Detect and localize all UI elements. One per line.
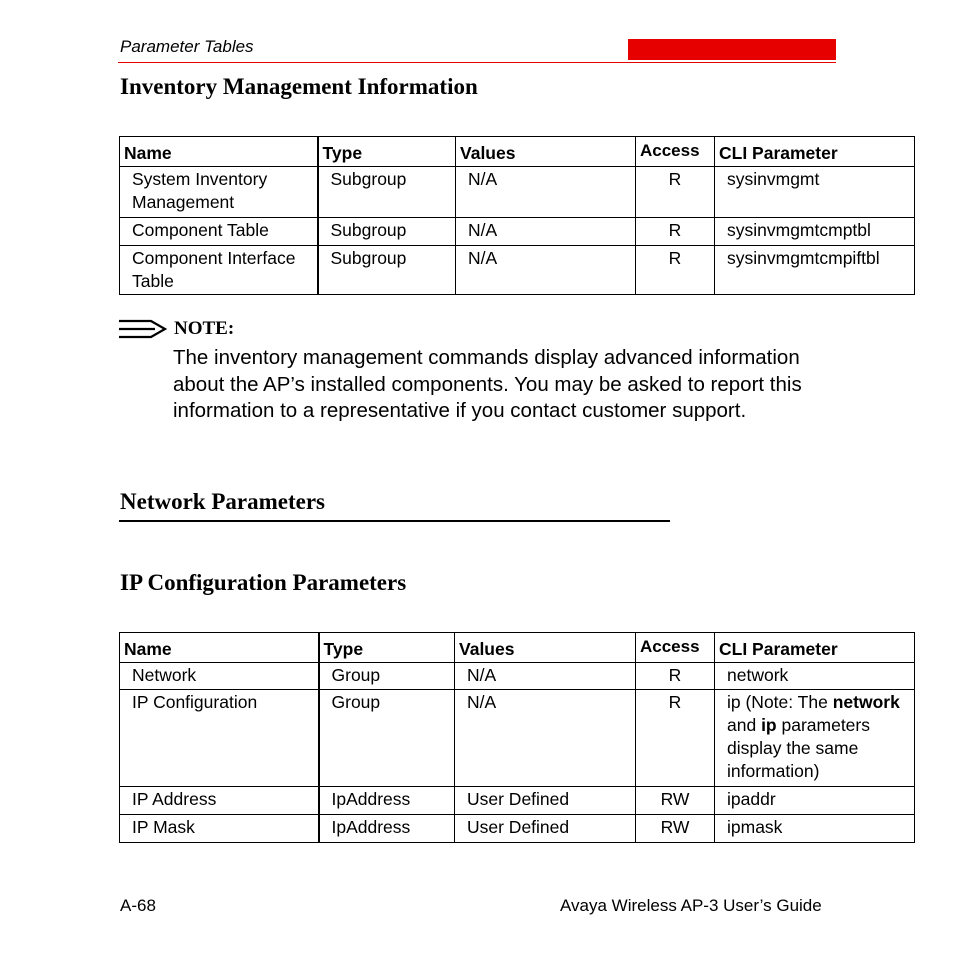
table-cell: R (636, 167, 715, 218)
note-label: NOTE: (174, 318, 235, 339)
table-cell: Group (319, 663, 455, 690)
table-cell: Component Interface Table (120, 246, 318, 295)
inventory-table (119, 136, 915, 295)
table-cell: sysinvmgmt (715, 167, 915, 218)
table-cell: RW (636, 787, 715, 815)
table-cell: IpAddress (319, 815, 455, 843)
column-header: Access (636, 633, 715, 663)
table-cell: R (636, 663, 715, 690)
table-cell: N/A (455, 690, 636, 787)
table-header-row (120, 137, 915, 167)
header-accent-bar (628, 39, 836, 60)
table-cell: N/A (456, 218, 636, 246)
cell-text: and (727, 715, 762, 735)
column-header: Name (120, 137, 318, 167)
table-cell: Subgroup (318, 218, 456, 246)
note-arrow-icon (119, 318, 167, 340)
cell-text-bold: network (832, 692, 900, 712)
table-cell: RW (636, 815, 715, 843)
table-header-row (120, 633, 915, 663)
table-cell (715, 690, 915, 787)
column-header: Type (318, 137, 456, 167)
table-cell: Component Table (120, 218, 318, 246)
table-cell: N/A (456, 246, 636, 295)
ip-config-table (119, 632, 915, 843)
column-header: Values (455, 633, 636, 663)
table-cell: User Defined (455, 787, 636, 815)
table-row (120, 167, 915, 218)
table-row (120, 787, 915, 815)
cell-text: parameters display the same information) (727, 715, 870, 781)
section-heading-ip-config: IP Configuration Parameters (120, 570, 407, 595)
table-row (120, 815, 915, 843)
table-cell: N/A (456, 167, 636, 218)
table-cell: ipmask (715, 815, 915, 843)
column-header: CLI Parameter (715, 633, 915, 663)
note-text: The inventory management commands display advanced information about the AP’s installed components. You may be asked to report this information to a representative if you contact customer support. (173, 346, 802, 422)
table-cell: R (636, 218, 715, 246)
table-cell: IP Configuration (120, 690, 319, 787)
column-header: CLI Parameter (715, 137, 915, 167)
guide-title: Avaya Wireless AP-3 User’s Guide (560, 896, 822, 915)
table-cell: IpAddress (319, 787, 455, 815)
table-cell: Subgroup (318, 167, 456, 218)
table-cell: Group (319, 690, 455, 787)
table-cell: System Inventory Management (120, 167, 318, 218)
column-header: Access (636, 137, 715, 167)
table-row (120, 246, 915, 295)
section-rule (119, 520, 670, 522)
table-cell: sysinvmgmtcmpiftbl (715, 246, 915, 295)
header-rule (118, 62, 836, 63)
table-cell: IP Address (120, 787, 319, 815)
table-cell: N/A (455, 663, 636, 690)
cell-text-bold: ip (761, 715, 777, 735)
table-cell: User Defined (455, 815, 636, 843)
column-header: Type (319, 633, 455, 663)
table-cell: R (636, 690, 715, 787)
section-heading-inventory: Inventory Management Information (120, 74, 478, 99)
table-cell: Network (120, 663, 319, 690)
table-cell: Subgroup (318, 246, 456, 295)
table-row (120, 663, 915, 690)
running-header: Parameter Tables (120, 37, 254, 56)
section-heading-network: Network Parameters (120, 489, 325, 514)
table-cell: ipaddr (715, 787, 915, 815)
table-cell: sysinvmgmtcmptbl (715, 218, 915, 246)
column-header: Name (120, 633, 319, 663)
table-row (120, 218, 915, 246)
table-cell: IP Mask (120, 815, 319, 843)
table-row (120, 690, 915, 787)
table-cell: R (636, 246, 715, 295)
table-cell: network (715, 663, 915, 690)
cell-text: ip (Note: The (727, 692, 833, 712)
column-header: Values (456, 137, 636, 167)
page-number: A-68 (120, 896, 156, 915)
